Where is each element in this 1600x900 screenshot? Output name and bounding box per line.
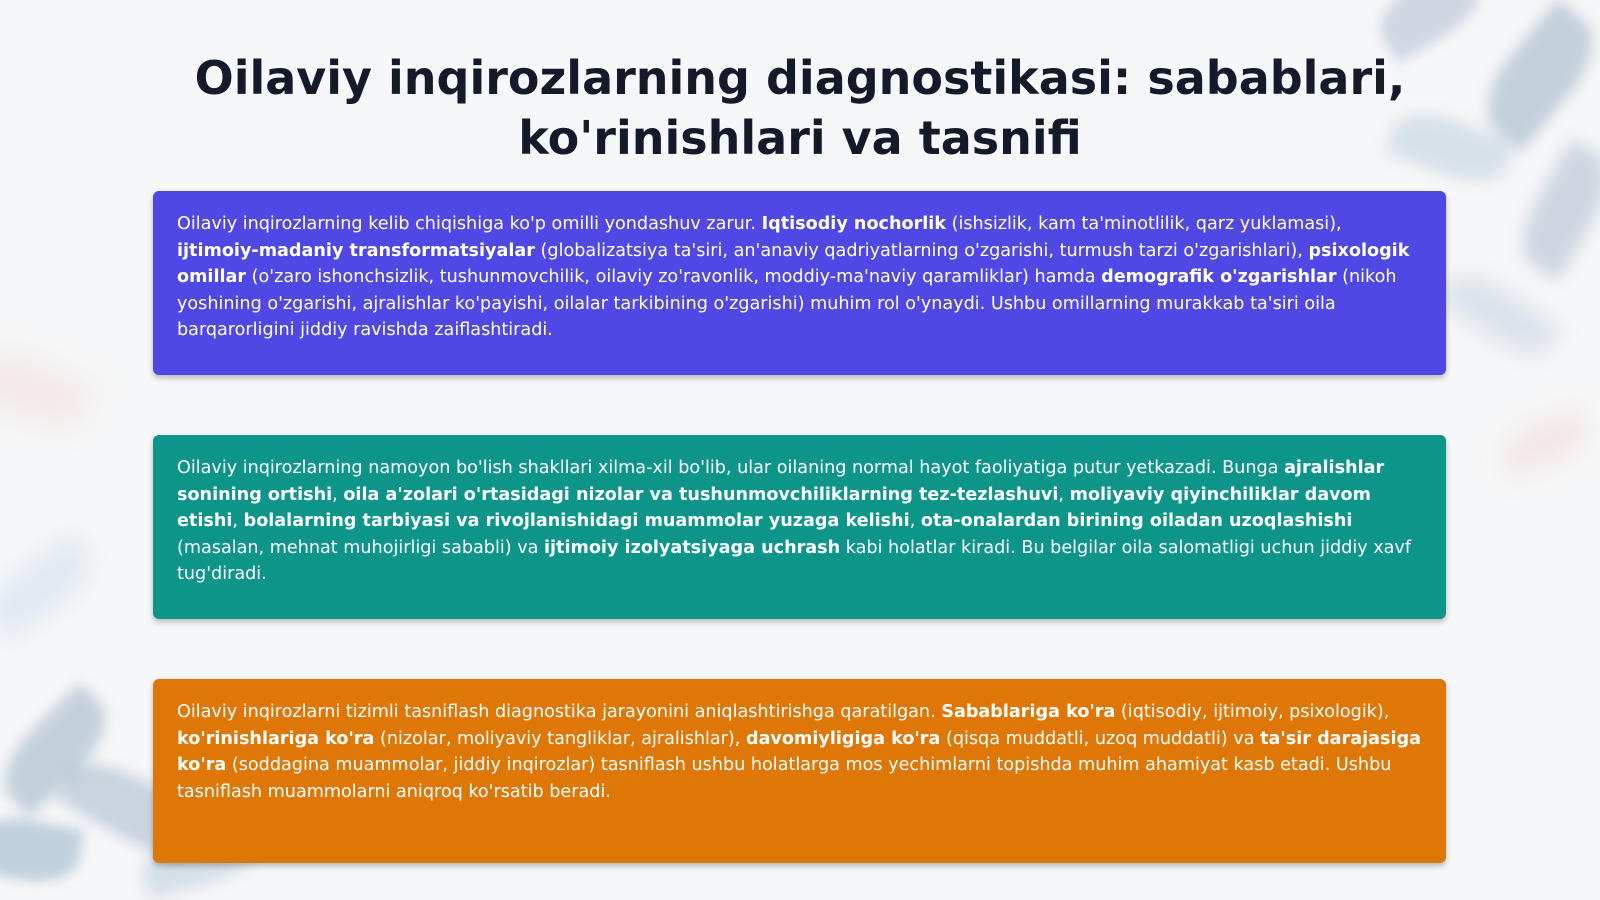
highlight-term: bolalarning tarbiyasi va rivojlanishidagi muammolar yuzaga kelishi [243,511,910,531]
classification-text [177,699,1422,805]
body-text: kabi holatlar kiradi. Bu belgilar oila salomatligi uchun jiddiy xavf tug'diradi. [177,537,1412,584]
body-text: Oilaviy inqirozlarning namoyon bo'lish shakllari xilma-xil bo'lib, ular oilaning normal hayot faoliyatiga putur yetkazadi. Bunga [177,458,1285,478]
highlight-term: Sabablariga ko'ra [941,702,1116,722]
body-text: (qisqa muddatli, uzoq muddatli) va [940,728,1261,749]
causes-card [153,191,1446,375]
highlight-term: ajralishlar sonining ortishi [177,458,1385,505]
body-text: (iqtisodiy, ijtimoiy, psixologik), [1115,702,1390,722]
body-text: , [1058,484,1070,505]
body-text: (ishsizlik, kam ta'minotlilik, qarz yuklamasi), [946,214,1342,234]
body-text: , [232,511,244,531]
body-text: , [909,511,921,531]
body-text: (masalan, mehnat muhojirligi sababli) va [177,537,544,558]
highlight-term: oila a'zolari o'rtasidagi nizolar va tushunmovchiliklarning tez-tezlashuvi [343,484,1059,505]
classification-card [153,679,1446,863]
manifestations-card [153,435,1446,619]
highlight-term: ota-onalardan birining oiladan uzoqlashishi [920,511,1353,531]
highlight-term: ta'sir darajasiga ko'ra [177,728,1421,775]
manifestations-text [177,455,1422,588]
body-text: (nizolar, moliyaviy tangliklar, ajralishlar), [374,728,746,749]
highlight-term: ko'rinishlariga ko'ra [177,728,375,749]
body-text: Oilaviy inqirozlarning kelib chiqishiga ko'p omilli yondashuv zarur. [177,214,762,234]
highlight-term: psixologik omillar [177,240,1410,287]
highlight-term: demografik o'zgarishlar [1101,267,1337,287]
body-text: , [332,484,344,505]
body-text: (nikoh yoshining o'zgarishi, ajralishlar ko'payishi, oilalar tarkibining o'zgarishi) muhim rol o'ynaydi. Ushbu omillarning murakkab ta'siri oila barqarorligini jiddiy ravishda zaiflashtiradi. [177,267,1397,340]
body-text: (globalizatsiya ta'siri, an'anaviy qadriyatlarning o'zgarishi, turmush tarzi o'zgarishlari), [534,240,1309,261]
body-text: (soddagina muammolar, jiddiy inqirozlar) tasniflash ushbu holatlarga mos yechimlarni topishda muhim ahamiyat kasb etadi. Ushbu tasniflash muammolarni aniqroq ko'rsatib beradi. [177,755,1392,802]
causes-text [177,211,1422,344]
highlight-term: ijtimoiy izolyatsiyaga uchrash [544,537,841,558]
slide-title: Oilaviy inqirozlarning diagnostikasi: sabablari, ko'rinishlari va tasnifi [194,51,1406,165]
highlight-term: davomiyligiga ko'ra [745,728,941,749]
body-text: (o'zaro ishonchsizlik, tushunmovchilik, oilaviy zo'ravonlik, moddiy-ma'naviy qaramliklar) hamda [246,267,1102,287]
highlight-term: moliyaviy qiyinchiliklar davom etishi [177,484,1371,531]
highlight-term: ijtimoiy-madaniy transformatsiyalar [177,240,535,261]
body-text: Oilaviy inqirozlarni tizimli tasniflash diagnostika jarayonini aniqlashtirishga qaratilgan. [177,702,942,722]
highlight-term: Iqtisodiy nochorlik [761,214,947,234]
